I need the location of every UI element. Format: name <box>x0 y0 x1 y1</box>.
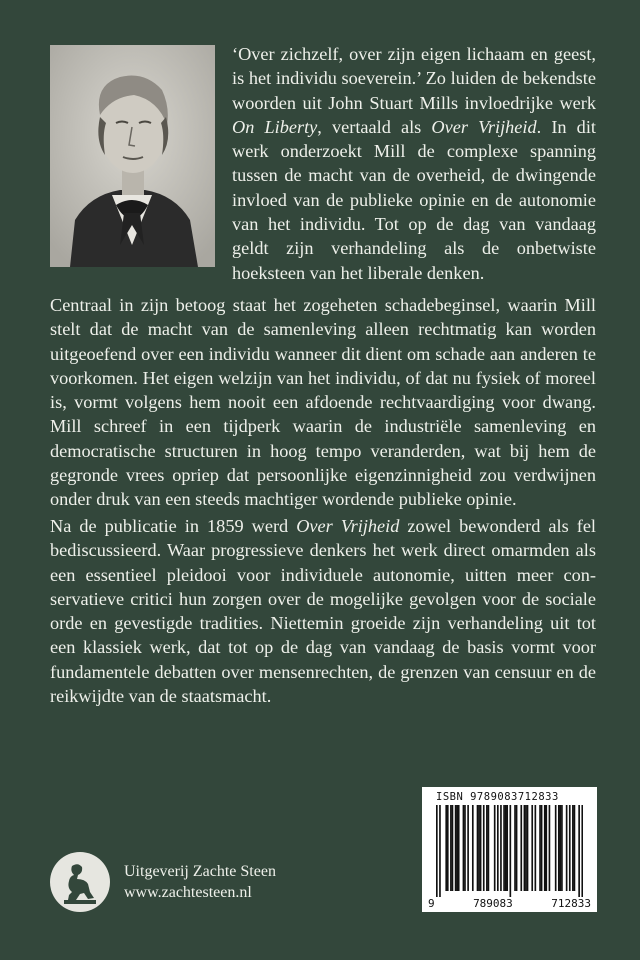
barcode-bar <box>520 805 522 891</box>
barcode-bar <box>472 805 474 891</box>
intro-paragraph <box>232 42 596 285</box>
barcode-bar <box>572 805 574 891</box>
barcode-bar <box>539 805 541 891</box>
barcode-bar <box>560 805 562 891</box>
intro-text-2: , vertaald als <box>317 116 432 137</box>
p3-text-1: Na de publicatie in 1859 werd <box>50 516 297 536</box>
barcode-bar <box>500 805 502 891</box>
barcode-bar <box>467 805 469 891</box>
barcode-bar <box>486 805 488 891</box>
barcode-bar <box>574 805 576 891</box>
barcode-bar <box>439 805 441 897</box>
barcode-bar <box>445 805 447 891</box>
publisher-block <box>50 852 350 912</box>
barcode-bar <box>549 805 551 891</box>
barcode-bar <box>545 805 547 891</box>
barcode <box>422 787 597 912</box>
barcode-digit-group-1: 9 <box>428 897 435 910</box>
body-paragraph-2: Centraal in zijn betoog staat het zogeheten schadebeginsel, waarin Mill stelt dat de macht van de samenleving alleen rechtmatig kan worden uitgeoefend over een individu wanneer dit dient om schade aan anderen te voorkomen. Het eigen welzijn van het individu, of dat nu fysiek of moreel is, vormt volgens hem nooit een afdoende rechtvaardiging voor dwang. Mill schreef in een tijdperk waarin de industriële samenleving en democratische structuren in hoog tempo veranderden, wat bij hem de gegronde vrees opriep dat persoonlijke eigenzinnigheid zou verdwijnen onder druk van een steeds machtiger wordende publieke opinie. <box>50 295 596 510</box>
barcode-bar <box>483 805 485 891</box>
barcode-digits <box>428 897 591 910</box>
barcode-bar <box>524 805 526 891</box>
intro-title-over-vrijheid: Over Vrijheid <box>431 116 537 137</box>
p3-text-2: zowel bewonderd als fel bediscussieerd. Waar progressieve denkers het werk direct omarmden als een essentieel pleidooi voor individuele autonomie, uitten meer conservatieve critici hun zorgen over de mogelijke gevolgen voor de sociale orde en gevestigde tradities. Niettemin groeide zijn verhandeling uit tot een klassiek werk, dat tot op de dag van vandaag de basis vormt voor fundamentele debatten over mensenrechten, de grenzen van censuur en de reikwijdte van de staatsmacht. <box>50 516 597 707</box>
barcode-bar <box>464 805 466 891</box>
barcode-bar <box>452 805 454 891</box>
barcode-bar <box>544 805 546 891</box>
isbn-label: ISBN 9789083712833 <box>436 791 559 803</box>
barcode-bar <box>581 805 583 897</box>
barcode-bar <box>535 805 537 891</box>
barcode-bar <box>505 805 507 891</box>
barcode-digit-group-3: 712833 <box>551 897 591 910</box>
publisher-website: www.zachtesteen.nl <box>124 884 252 901</box>
intro-title-on-liberty: On Liberty <box>232 116 318 137</box>
barcode-bar <box>497 805 499 891</box>
barcode-bar <box>463 805 465 891</box>
p3-title: Over Vrijheid <box>296 516 400 536</box>
barcode-bar <box>480 805 482 891</box>
barcode-bars <box>436 805 583 897</box>
barcode-bar <box>436 805 438 897</box>
barcode-bar <box>478 805 480 891</box>
barcode-bar <box>458 805 460 891</box>
barcode-bar <box>569 805 571 891</box>
barcode-bar <box>578 805 580 897</box>
barcode-bar <box>455 805 457 891</box>
barcode-bar <box>555 805 557 891</box>
barcode-bar <box>527 805 529 891</box>
barcode-bar <box>510 805 512 897</box>
author-portrait <box>50 45 215 267</box>
barcode-bar <box>450 805 452 891</box>
barcode-bar <box>516 805 518 891</box>
barcode-digit-group-2: 789083 <box>473 897 513 910</box>
barcode-bar <box>447 805 449 891</box>
thinker-statue-icon <box>50 852 110 912</box>
barcode-bar <box>561 805 563 891</box>
body-paragraph-3 <box>50 514 596 708</box>
barcode-bar <box>558 805 560 891</box>
publisher-name: Uitgeverij Zachte Steen <box>124 863 276 880</box>
barcode-bar <box>541 805 543 891</box>
barcode-bar <box>503 805 505 891</box>
barcode-bar <box>531 805 533 891</box>
intro-text-3: . In dit werk onderzoekt Mill de complexe spanning tussen de macht van de overheid, de dwingende invloed van de publieke opinie en de autonomie van het individu. Tot op de dag van vandaag geldt zijn verhandeling als de onbetwiste hoeksteen van het liberale denken. <box>232 116 596 283</box>
barcode-bar <box>566 805 568 891</box>
intro-text-1: ‘Over zichzelf, over zijn eigen lichaam en geest, is het individu soeverein.’ Zo luiden de bekendste woorden uit John Stuart Mills invloedrijke werk <box>232 44 596 113</box>
barcode-bar <box>514 805 516 891</box>
barcode-bar <box>506 805 508 891</box>
barcode-bar <box>477 805 479 891</box>
barcode-bar <box>494 805 496 891</box>
barcode-bar <box>525 805 527 891</box>
barcode-bar <box>456 805 458 891</box>
barcode-bar <box>488 805 490 891</box>
